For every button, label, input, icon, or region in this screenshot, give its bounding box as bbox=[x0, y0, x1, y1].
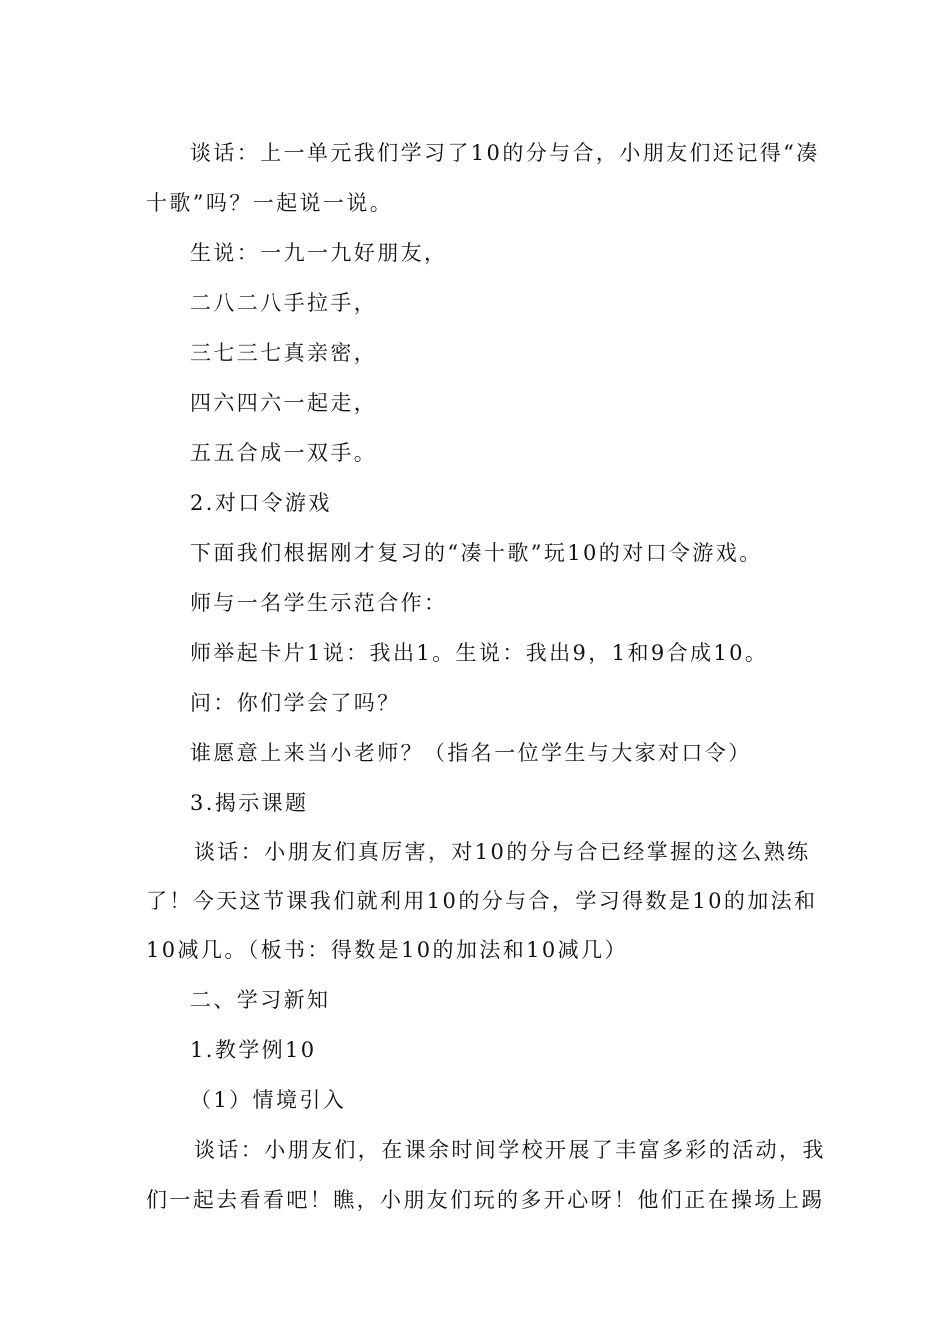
paragraph-line: 师举起卡片1说：我出1。生说：我出9，1和9合成10。 bbox=[190, 641, 769, 665]
paragraph-line: 了！今天这节课我们就利用10的分与合，学习得数是10的加法和 bbox=[146, 889, 818, 913]
paragraph-line: 们一起去看看吧！瞧，小朋友们玩的多开心呀！他们正在操场上踢 bbox=[146, 1188, 825, 1212]
paragraph-line: 下面我们根据刚才复习的“凑十歌”玩10的对口令游戏。 bbox=[190, 541, 763, 565]
paragraph-line: 四六四六一起走， bbox=[190, 391, 378, 415]
paragraph-line: 问：你们学会了吗？ bbox=[190, 691, 401, 715]
section-heading: 3.揭示课题 bbox=[190, 791, 309, 815]
paragraph-line: 五五合成一双手。 bbox=[190, 441, 378, 465]
paragraph-line: 谈话：小朋友们，在课余时间学校开展了丰富多彩的活动，我 bbox=[194, 1138, 826, 1162]
paragraph-line: 二八二八手拉手， bbox=[190, 291, 378, 315]
paragraph-line: 谈话：上一单元我们学习了10的分与合，小朋友们还记得“凑 bbox=[190, 141, 820, 165]
paragraph-line: 师与一名学生示范合作： bbox=[190, 591, 448, 615]
paragraph-line: 十歌”吗？一起说一说。 bbox=[146, 191, 394, 215]
paragraph-line: 谈话：小朋友们真厉害，对10的分与合已经掌握的这么熟练 bbox=[194, 840, 811, 864]
section-heading: 1.教学例10 bbox=[190, 1038, 317, 1062]
section-heading: （1）情境引入 bbox=[190, 1088, 347, 1112]
paragraph-line: 谁愿意上来当小老师？（指名一位学生与大家对口令） bbox=[190, 741, 752, 765]
paragraph-line: 三七三七真亲密， bbox=[190, 341, 378, 365]
section-heading: 2.对口令游戏 bbox=[190, 491, 332, 515]
paragraph-line: 10减几。（板书：得数是10的加法和10减几） bbox=[146, 938, 628, 962]
paragraph-line: 生说：一九一九好朋友， bbox=[190, 241, 448, 265]
section-heading: 二、学习新知 bbox=[190, 988, 331, 1012]
